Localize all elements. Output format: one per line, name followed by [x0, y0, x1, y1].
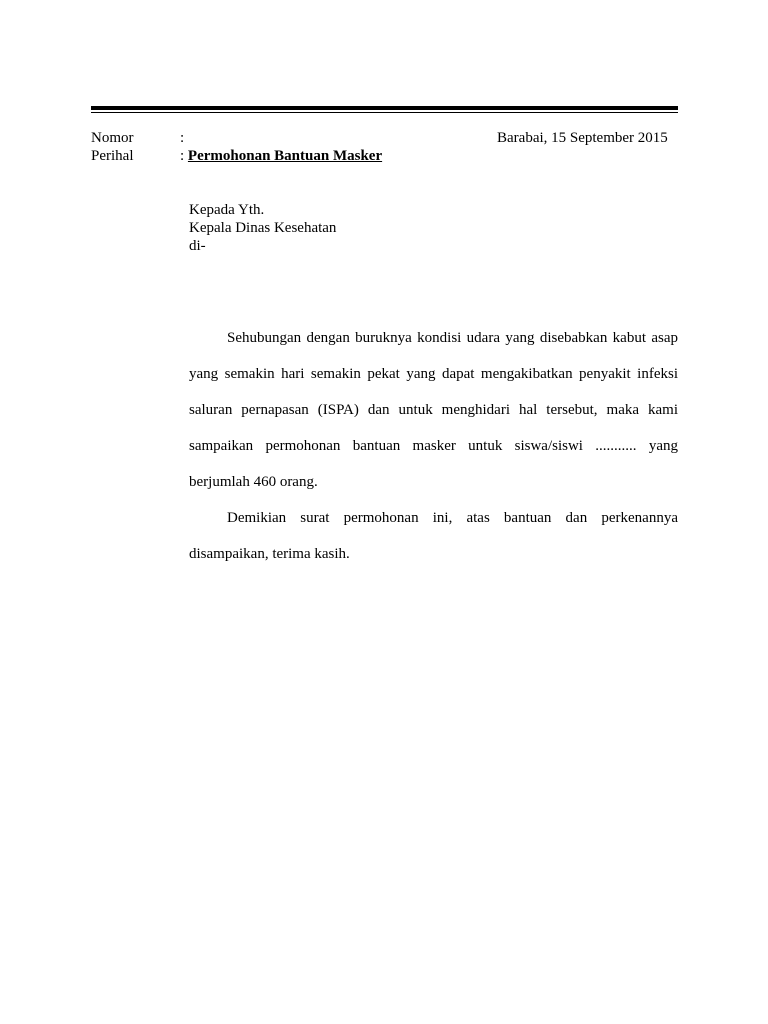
recipient-line-1: Kepada Yth.	[189, 202, 265, 218]
letterhead-rule-thin	[91, 112, 678, 113]
letter-body	[189, 320, 678, 572]
nomor-colon: :	[180, 130, 185, 146]
body-paragraph-1: Sehubungan dengan buruknya kondisi udara yang disebabkan kabut asap yang semakin hari semakin pekat yang dapat mengakibatkan penyakit infeksi saluran pernapasan (ISPA) dan untuk menghidari hal tersebut, maka kami sampaikan permohonan bantuan masker untuk siswa/siswi ........... yang berjumlah 460 orang.	[189, 330, 678, 490]
recipient-line-3: di-	[189, 238, 206, 254]
recipient-line-2: Kepala Dinas Kesehatan	[189, 220, 337, 236]
perihal-label: Perihal	[91, 148, 134, 164]
letterhead-rule-thick	[91, 106, 678, 110]
body-paragraph-2: Demikian surat permohonan ini, atas bantuan dan perkenannya disampaikan, terima kasih.	[189, 510, 678, 562]
perihal-line	[180, 147, 382, 165]
place-date: Barabai, 15 September 2015	[497, 130, 668, 146]
perihal-value: Permohonan Bantuan Masker	[187, 148, 383, 164]
nomor-label: Nomor	[91, 130, 134, 146]
perihal-colon: :	[180, 148, 185, 164]
